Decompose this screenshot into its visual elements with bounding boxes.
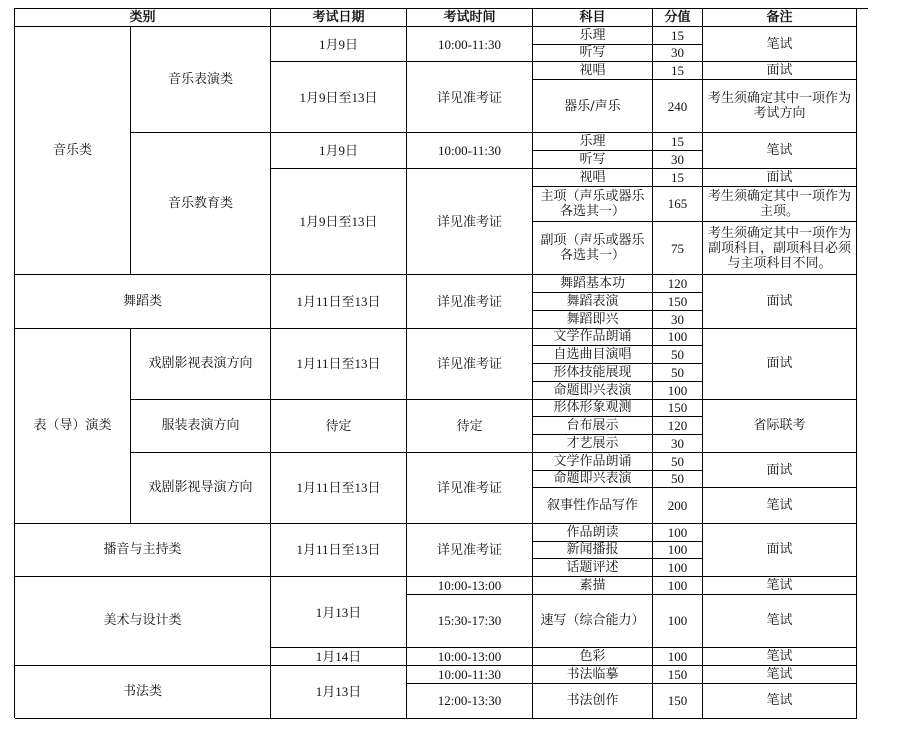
score-cell: 30: [653, 311, 703, 329]
category-cell: 舞蹈类: [15, 275, 271, 328]
score-cell: 15: [653, 169, 703, 187]
score-cell: 30: [653, 435, 703, 453]
subject-cell: 文学作品朗诵: [533, 453, 653, 471]
score-cell: 15: [653, 27, 703, 45]
header-remarks: 备注: [703, 9, 857, 27]
subcategory-cell: 服装表演方向: [131, 400, 271, 453]
score-cell: 165: [653, 187, 703, 223]
subject-cell: 素描: [533, 577, 653, 595]
remarks-cell: 笔试: [703, 666, 857, 684]
subject-cell: 视唱: [533, 62, 653, 80]
remarks-cell: 笔试: [703, 648, 857, 666]
subject-cell: 文学作品朗诵: [533, 329, 653, 347]
remarks-cell: 面试: [703, 62, 857, 80]
subject-cell: 话题评述: [533, 559, 653, 577]
subject-cell: 台布展示: [533, 417, 653, 435]
subject-cell: 作品朗读: [533, 524, 653, 542]
category-cell: 美术与设计类: [15, 577, 271, 666]
subject-cell: 乐理: [533, 133, 653, 151]
category-cell: 播音与主持类: [15, 524, 271, 577]
remarks-cell: 笔试: [703, 488, 857, 524]
subject-cell: 主项（声乐或器乐各选其一）: [533, 187, 653, 223]
remarks-cell: 考生须确定其中一项作为主项。: [703, 187, 857, 223]
exam-time-cell: 10:00-13:00: [407, 577, 533, 595]
remarks-cell: 面试: [703, 169, 857, 187]
subject-cell: 速写（综合能力）: [533, 595, 653, 648]
remarks-cell: 笔试: [703, 595, 857, 648]
exam-time-cell: 10:00-13:00: [407, 648, 533, 666]
subject-cell: 听写: [533, 151, 653, 169]
subcategory-cell: 戏剧影视导演方向: [131, 453, 271, 524]
score-cell: 100: [653, 524, 703, 542]
score-cell: 50: [653, 471, 703, 489]
header-subject: 科目: [533, 9, 653, 27]
remarks-cell: 笔试: [703, 577, 857, 595]
score-cell: 30: [653, 45, 703, 63]
subject-cell: 器乐/声乐: [533, 80, 653, 133]
score-cell: 150: [653, 293, 703, 311]
score-cell: 50: [653, 364, 703, 382]
subject-cell: 形体形象观测: [533, 400, 653, 418]
score-cell: 150: [653, 684, 703, 720]
exam-time-cell: 详见准考证: [407, 524, 533, 577]
remarks-cell: 面试: [703, 275, 857, 328]
score-cell: 150: [653, 666, 703, 684]
category-cell: 书法类: [15, 666, 271, 719]
exam-time-cell: 待定: [407, 400, 533, 453]
category-cell: 表（导）演类: [15, 329, 131, 524]
subcategory-cell: 戏剧影视表演方向: [131, 329, 271, 400]
exam-date-cell: 待定: [271, 400, 407, 453]
subject-cell: 色彩: [533, 648, 653, 666]
score-cell: 150: [653, 400, 703, 418]
exam-time-cell: 详见准考证: [407, 62, 533, 133]
exam-date-cell: 1月13日: [271, 577, 407, 648]
exam-time-cell: 详见准考证: [407, 275, 533, 328]
exam-date-cell: 1月14日: [271, 648, 407, 666]
remarks-cell: 省际联考: [703, 400, 857, 453]
exam-date-cell: 1月9日: [271, 133, 407, 169]
subject-cell: 乐理: [533, 27, 653, 45]
exam-schedule-table: [14, 8, 868, 718]
subject-cell: 舞蹈表演: [533, 293, 653, 311]
exam-time-cell: 15:30-17:30: [407, 595, 533, 648]
subject-cell: 听写: [533, 45, 653, 63]
exam-date-cell: 1月11日至13日: [271, 329, 407, 400]
score-cell: 100: [653, 382, 703, 400]
header-exam-date: 考试日期: [271, 9, 407, 27]
score-cell: 100: [653, 559, 703, 577]
header-category: 类别: [15, 9, 271, 27]
subject-cell: 书法创作: [533, 684, 653, 720]
subject-cell: 书法临摹: [533, 666, 653, 684]
exam-date-cell: 1月11日至13日: [271, 524, 407, 577]
exam-date-cell: 1月11日至13日: [271, 275, 407, 328]
exam-time-cell: 详见准考证: [407, 453, 533, 524]
exam-time-cell: 10:00-11:30: [407, 666, 533, 684]
score-cell: 15: [653, 62, 703, 80]
exam-time-cell: 10:00-11:30: [407, 27, 533, 63]
remarks-cell: 考生须确定其中一项作为考试方向: [703, 80, 857, 133]
category-cell: 音乐类: [15, 27, 131, 276]
exam-time-cell: 详见准考证: [407, 169, 533, 276]
score-cell: 100: [653, 648, 703, 666]
subject-cell: 命题即兴表演: [533, 471, 653, 489]
remarks-cell: 面试: [703, 329, 857, 400]
subcategory-cell: 音乐教育类: [131, 133, 271, 275]
score-cell: 100: [653, 595, 703, 648]
remarks-cell: 笔试: [703, 27, 857, 63]
subject-cell: 新闻播报: [533, 542, 653, 560]
subject-cell: 形体技能展现: [533, 364, 653, 382]
exam-date-cell: 1月9日至13日: [271, 62, 407, 133]
subcategory-cell: 音乐表演类: [131, 27, 271, 134]
subject-cell: 舞蹈基本功: [533, 275, 653, 293]
header-exam-time: 考试时间: [407, 9, 533, 27]
subject-cell: 命题即兴表演: [533, 382, 653, 400]
header-score: 分值: [653, 9, 703, 27]
exam-time-cell: 详见准考证: [407, 329, 533, 400]
remarks-cell: 面试: [703, 524, 857, 577]
score-cell: 100: [653, 542, 703, 560]
subject-cell: 视唱: [533, 169, 653, 187]
score-cell: 30: [653, 151, 703, 169]
score-cell: 200: [653, 488, 703, 524]
score-cell: 100: [653, 329, 703, 347]
remarks-cell: 笔试: [703, 133, 857, 169]
subject-cell: 叙事性作品写作: [533, 488, 653, 524]
exam-date-cell: 1月9日至13日: [271, 169, 407, 276]
subject-cell: 才艺展示: [533, 435, 653, 453]
score-cell: 120: [653, 417, 703, 435]
remarks-cell: 笔试: [703, 684, 857, 720]
score-cell: 50: [653, 346, 703, 364]
exam-time-cell: 10:00-11:30: [407, 133, 533, 169]
subject-cell: 副项（声乐或器乐各选其一）: [533, 222, 653, 275]
exam-date-cell: 1月9日: [271, 27, 407, 63]
subject-cell: 自选曲目演唱: [533, 346, 653, 364]
score-cell: 100: [653, 577, 703, 595]
exam-date-cell: 1月11日至13日: [271, 453, 407, 524]
subject-cell: 舞蹈即兴: [533, 311, 653, 329]
score-cell: 120: [653, 275, 703, 293]
exam-time-cell: 12:00-13:30: [407, 684, 533, 720]
exam-date-cell: 1月13日: [271, 666, 407, 719]
score-cell: 240: [653, 80, 703, 133]
remarks-cell: 考生须确定其中一项作为副项科目，副项科目必须与主项科目不同。: [703, 222, 857, 275]
score-cell: 75: [653, 222, 703, 275]
score-cell: 50: [653, 453, 703, 471]
remarks-cell: 面试: [703, 453, 857, 489]
score-cell: 15: [653, 133, 703, 151]
